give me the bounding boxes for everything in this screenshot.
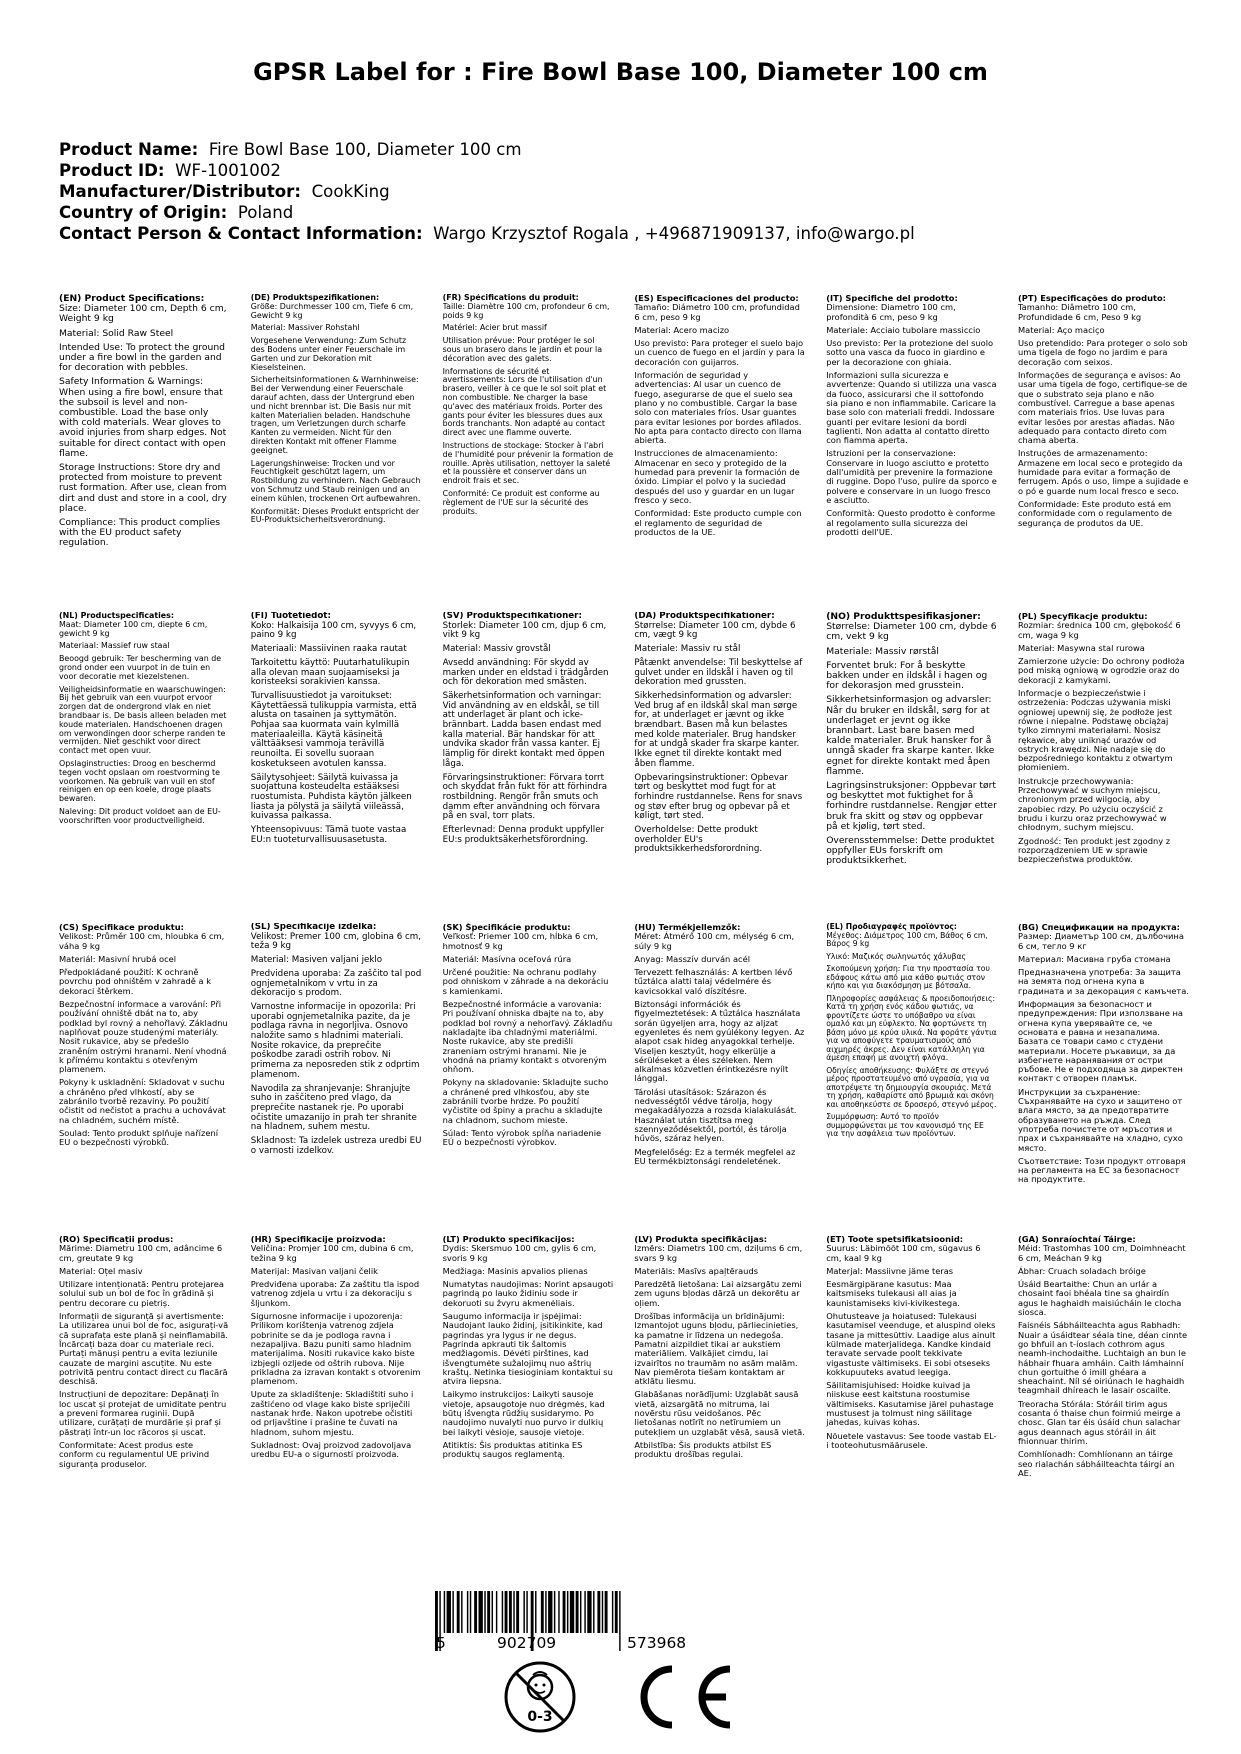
lang-heading: (IT) Specifiche del prodotto: (826, 294, 958, 303)
lang-heading: (SK) Špecifikácie produktu: (442, 923, 571, 932)
lang-paragraph: Určené použitie: Na ochranu podlahy pod ohniskom v záhrade a na dekoráciu s kamienkami. (442, 967, 609, 996)
barcode-digits-right: 573968 (627, 1634, 687, 1652)
lang-text: Méid: Trastomhas 100 cm, Doimhneacht 6 cm, Meáchan 9 kg (1017, 1243, 1186, 1263)
product-info-row (59, 223, 1189, 244)
lang-paragraph: Bezpečnostné informácie a varovania: Pri používaní ohniska dbajte na to, aby podklad bol rovný a nehorľavý. Základňu nakladajte iba chladnými materiálmi. Noste rukavice, aby ste predišli zraneniam ostrými hranami. Nie je vhodná na priamy kontakt s otvoreným ohňom. (442, 999, 613, 1075)
lang-paragraph: Beoogd gebruik: Ter bescherming van de grond onder een vuurpot in de tuin en voor decoratie met kiezelstenen. (59, 654, 222, 681)
lang-paragraph: Opbevaringsinstruktioner: Opbevar tørt og beskyttet mod fugt for at forhindre rustdannelse. Rens for snavs og støv efter brug og opbevar på et køligt, tørt sted. (634, 772, 803, 822)
lang-text: Größe: Durchmesser 100 cm, Tiefe 6 cm, Gewicht 9 kg (250, 301, 414, 320)
lang-block-no (826, 612, 997, 923)
barcode-bar (535, 1591, 536, 1633)
lang-paragraph: Materiaali: Massiivinen raaka rautat (250, 644, 407, 655)
lang-paragraph (59, 294, 230, 325)
lang-paragraph: Material: Masiven valjani jeklo (250, 955, 383, 966)
lang-paragraph: Saugumo informacija ir įspėjimai: Naudojant lauko židinį, įsitikinkite, kad pagrindas yra lygus ir ne degus. Pagrinda apkrauti tik šaltomis medžiagomis. Dėvėti pirštines, kad išvengtumėte sužalojimų nuo aštrių kraštų. Netinka tiesioginiam kontaktui su atvira liepsna. (442, 1311, 613, 1387)
lang-paragraph: Ohutusteave ja hoiatused: Tulekausi kasutamisel veenduge, et aluspind oleks tasane ja mittesüttiv. Laadige alus ainult külmade materjalidega. Kandke kindaid teravate servade poolt tekkivate vigastuste vältimiseks. Ei sobi otseseks kokkupuuteks avatud leegiga. (826, 1311, 996, 1377)
lang-paragraph: Conformitate: Acest produs este conform cu regulamentul UE privind siguranța produselor. (59, 1439, 210, 1469)
lang-paragraph: Sikkerhetsinformasjon og advarsler: Når du bruker en ildskål, sørg for at underlaget er jevnt og ikke brannbart. Last bare basen med kalde materialer. Bruk hansker for å unngå skader fra skarpe kanter. Ikke egnet for direkte kontakt med åpen flamme. (826, 694, 995, 777)
lang-heading: (BG) Спецификации на продукта: (1017, 923, 1181, 932)
lang-heading: (GA) Sonraíochtaí Táirge: (1017, 1235, 1136, 1244)
lang-block-de (251, 294, 422, 612)
lang-paragraph: Informações de segurança e avisos: Ao usar uma tigela de fogo, certifique-se de que o substrato seja plano e não combustível. Carregue a base apenas com materiais frios. Use luvas para evitar lesões por arestas afiadas. Não adequado para contacto direto com chama aberta. (1017, 370, 1188, 446)
barcode-bar (554, 1591, 555, 1633)
lang-block-sk (443, 923, 614, 1235)
barcode-bar (447, 1591, 451, 1633)
lang-block-it (826, 294, 997, 612)
lang-paragraph: Material: Solid Raw Steel (59, 327, 174, 339)
lang-paragraph: Instructions de stockage: Stocker à l'abri de l'humidité pour prévenir la formation de rouille. Après utilisation, nettoyer la saleté et la poussière et conserver dans un endroit frais et sec. (442, 440, 614, 486)
lang-paragraph: Material: Oțel masiv (59, 1265, 143, 1276)
lang-paragraph: Overensstemmelse: Dette produktet oppfyller EUs forskrift om produktsikkerhet. (826, 835, 995, 867)
barcode-bar (461, 1591, 462, 1633)
lang-text: Size: Diameter 100 cm, Depth 6 cm, Weight 9 kg (59, 303, 227, 325)
lang-paragraph (443, 1235, 614, 1263)
lang-paragraph: Atitiktis: Šis produktas atitinka ES produktų saugos reglamentą. (442, 1439, 583, 1460)
lang-paragraph: Efterlevnad: Denna produkt uppfyller EU:s produktsäkerhetsförordning. (442, 825, 605, 845)
lang-paragraph: Информация за безопасност и предупреждения: При използване на огнена купа уверявайте се, че основата е равна и незапалима. Базата се товари само с студени материали. Носете ръкавици, за да избегнете наранявания от остри ръбове. Не е подходяща за директен контакт с отворен пламък. (1017, 999, 1183, 1084)
product-info-value: Fire Bowl Base 100, Diameter 100 cm (208, 140, 522, 159)
lang-paragraph (251, 612, 422, 641)
lang-paragraph: Инструкции за съхранение: Съхранявайте на сухо и защитено от влага място, за да предотвратите образуването на ръжда. След употреба почистете от мръсотия и прах и съхранявайте на хладно, сухо място. (1017, 1086, 1183, 1153)
lang-text: Mărime: Diametru 100 cm, adâncime 6 cm, greutate 9 kg (59, 1243, 223, 1263)
barcode-bar (545, 1591, 546, 1633)
lang-paragraph: Σκοπούμενη χρήση: Για την προστασία του εδάφους κάτω από μια κάθο φωτιάς στον κήπο και για διακόσμηση με βότσαλα. (826, 964, 990, 990)
lang-paragraph: Materiál: Masívna oceľová rúra (442, 953, 572, 964)
lang-paragraph: Matériel: Acier brut massif (442, 323, 547, 333)
barcode-bar (467, 1591, 468, 1633)
barcode-bar (593, 1591, 594, 1633)
product-info-label: Product Name: (59, 140, 199, 159)
lang-paragraph: Varnostne informacije in opozorila: Pri uporabi ognjemetalnika pazite, da je podlaga ravna in negorljiva. Osnovo naložite samo s hladnimi materiali. Nosite rokavice, da preprečite poškodbe zaradi ostrih robov. Ni primerna za neposreden stik z odprtim plamenom. (250, 1001, 420, 1080)
lang-heading: (ET) Toote spetsifikatsioonid: (826, 1235, 964, 1244)
barcode-bar (580, 1591, 581, 1633)
lang-paragraph: Conformité: Ce produit est conforme au règlement de l'UE sur la sécurité des produits. (442, 488, 600, 516)
lang-block-pt (1018, 294, 1189, 612)
lang-text: Tamanho: Diâmetro 100 cm, Profundidade 6 cm, Peso 9 kg (1017, 302, 1142, 322)
lang-heading: (FI) Tuotetiedot: (250, 612, 331, 621)
product-info-value: Wargo Krzysztof Rogala , +496871909137, info@wargo.pl (433, 224, 915, 243)
lang-block-fr (443, 294, 614, 612)
lang-paragraph: Материал: Масивна груба стомана (1017, 953, 1171, 964)
lang-paragraph (826, 1235, 997, 1263)
lang-heading: (EN) Product Specifications: (59, 294, 205, 304)
svg-text:0-3: 0-3 (527, 1709, 553, 1725)
lang-block-et (826, 1235, 997, 1547)
lang-heading: (HR) Specifikacije proizvoda: (250, 1235, 386, 1244)
lang-paragraph: Conformidad: Este producto cumple con el reglamento de seguridad de productos de la UE. (634, 508, 802, 537)
product-info-value: Poland (237, 203, 294, 222)
lang-heading: (LV) Produkta specifikācijas: (634, 1235, 768, 1244)
lang-text: Dydis: Skersmuo 100 cm, gylis 6 cm, svoris 9 kg (442, 1243, 597, 1263)
lang-block-hr (251, 1235, 422, 1547)
lang-paragraph: Skladnost: Ta izdelek ustreza uredbi EU o varnosti izdelkov. (250, 1136, 422, 1156)
lang-heading: (SL) Specifikacije izdelka: (250, 923, 377, 932)
lang-paragraph: Material: Massiv grovstål (442, 644, 551, 655)
barcode-digits-left: 902709 (497, 1634, 557, 1652)
lang-block-ga (1018, 1235, 1189, 1547)
lang-paragraph (1018, 923, 1189, 951)
barcode-bar (587, 1591, 591, 1633)
lang-paragraph (251, 923, 422, 952)
product-info (59, 139, 1189, 244)
barcode-bar (576, 1591, 579, 1633)
lang-paragraph: Predvidena uporaba: Za zaščito tal pod ognjemetalnikom v vrtu in za dekoracijo s prodom. (250, 968, 422, 999)
lang-block-lt (443, 1235, 614, 1547)
lang-heading: (NL) Productspecificaties: (59, 612, 175, 620)
barcode-bar (602, 1591, 603, 1633)
lang-text: Storlek: Diameter 100 cm, djup 6 cm, vikt 9 kg (442, 620, 607, 641)
lang-paragraph: Konformität: Dieses Produkt entspricht der EU-Produktsicherheitsverordnung. (250, 506, 420, 525)
barcode-bar (570, 1591, 574, 1633)
lang-paragraph (826, 294, 997, 322)
lang-heading: (RO) Specificații produs: (59, 1235, 174, 1244)
barcode-bar (597, 1591, 600, 1633)
lang-heading: (LT) Produkto specifikacijos: (442, 1235, 575, 1244)
lang-block-lv (634, 1235, 805, 1547)
lang-paragraph (826, 612, 997, 643)
lang-paragraph: Utilisation prévue: Pour protéger le sol sous un brasero dans le jardin et pour la décoration avec des galets. (442, 336, 603, 363)
lang-paragraph: Información de seguridad y advertencias: Al usar un cuenco de fuego, asegurarse de que el suelo sea plano y no combustible. Cargar la base solo con materiales fríos. Usar guantes para evitar lesiones por bordes afilados. No apta para contacto directo con llama abierta. (634, 370, 802, 446)
lang-paragraph: Nõuetele vastavus: See toode vastab EL-i tooteohutusmäärusele. (826, 1430, 997, 1450)
lang-paragraph: Förvaringsinstruktioner: Förvara torrt och skyddat från fukt för att förhindra rostbildning. Rengör från smuts och damm efter användning och förvara på en sval, torr plats. (442, 772, 608, 822)
lang-paragraph: Naleving: Dit product voldoet aan de EU-voorschriften voor productveiligheid. (59, 806, 221, 825)
barcode-bar (526, 1591, 527, 1633)
barcode-bar (615, 1591, 618, 1633)
lang-text: Méret: Átmérő 100 cm, mélység 6 cm, súly 9 kg (634, 931, 795, 951)
barcode-bar (612, 1591, 613, 1633)
lang-paragraph: Compliance: This product complies with the EU product safety regulation. (59, 517, 221, 549)
lang-paragraph: Materjal: Massiivne jäme teras (826, 1265, 954, 1276)
lang-paragraph: Materiał: Masywna stal rurowa (1017, 642, 1145, 653)
lang-paragraph: Medžiaga: Masinis apvalios plienas (442, 1265, 588, 1276)
lang-paragraph: Materijal: Masivan valjani čelik (250, 1265, 378, 1276)
age-warning-0-3-icon (506, 1663, 574, 1731)
page-title: GPSR Label for : Fire Bowl Base 100, Diameter 100 cm (253, 58, 988, 86)
lang-paragraph: Intended Use: To protect the ground under a fire bowl in the garden and for decoration with pebbles. (59, 341, 225, 374)
lang-paragraph: Drošības informācija un brīdinājumi: Izmantojot uguns bļodu, pārliecinieties, ka pamatne ir līdzena un nedegoša. Pamatni aizpildiet tikai ar aukstiem materiāliem. Valkājiet cimdu, lai izvairītos no traumām no asām malām. Nav piemērota tiešam kontaktam ar atklātu liesmu. (634, 1311, 799, 1387)
product-info-row (59, 139, 1189, 160)
lang-paragraph: Συμμόρφωση: Αυτό το προϊόν συμμορφώνεται με τον κανονισμό της ΕΕ για την ασφάλεια των προϊόντων. (826, 1112, 984, 1138)
barcode-bar (548, 1591, 552, 1633)
lang-paragraph: Materiale: Acciaio tubolare massiccio (826, 324, 981, 335)
lang-text: Veľkosť: Priemer 100 cm, hĺbka 6 cm, hmotnosť 9 kg (442, 931, 599, 951)
lang-paragraph: Οδηγίες αποθήκευσης: Φυλάξτε σε στεγνό μέρος προστατευμένο από υγρασία, για να αποτρέψετε τη δημιουργία σκουριάς. Μετά τη χρήση, καθαρίστε από βρωμιά και σκόνη και αποθηκεύστε σε δροσερό, στεγνό μέρος. (826, 1065, 997, 1109)
barcode-bar (496, 1591, 497, 1633)
lang-paragraph: Съответствие: Този продукт отговаря на регламента на ЕС за безопасност на продуктите. (1017, 1155, 1186, 1185)
lang-paragraph (59, 612, 230, 638)
lang-text: Størrelse: Diameter 100 cm, dybde 6 cm, vægt 9 kg (634, 620, 796, 641)
lang-paragraph: Conformità: Questo prodotto è conforme al regolamento sulla sicurezza dei prodotti dell'UE. (826, 508, 996, 537)
product-info-row (59, 160, 1189, 181)
lang-heading: (ES) Especificaciones del producto: (634, 294, 799, 303)
lang-paragraph: Zamierzone użycie: Do ochrony podłoża pod miską ogniową w ogrodzie oraz do dekoracji z kamykami. (1017, 656, 1185, 685)
lang-paragraph: Πληροφορίες ασφάλειας & προειδοποιήσεις: Κατά τη χρήση ενός κάδου φωτιάς, να φροντίζετε ώστε το υπόβαθρο να είναι ομαλό και μη εύφλεκτο. Να φορτώνετε τη βάση μόνο με κρύα υλικά. Να φοράτε γάντια για να αποφύγετε τραυματισμούς από αιχμηρές άκρες. Δεν είναι κατάλληλη για άμεση επαφή με ανοιχτή φλόγα. (826, 993, 997, 1062)
barcode-bar (444, 1591, 445, 1633)
lang-paragraph: Uso pretendido: Para proteger o solo sob uma tigela de fogo no jardim e para decoração com seixos. (1017, 338, 1188, 367)
lang-paragraph: Säilitamisjuhised: Hoidke kuivad ja niiskuse eest kaitstuna roostumise vältimiseks. Kasutamise järel puhastage mustusest ja tolmust ning säilitage jahedas, kuivas kohas. (826, 1380, 994, 1428)
lang-paragraph: Úsáid Beartaithe: Chun an urlár a chosaint faoi bhéala tine sa ghairdín agus le haghaidh maisiúcháin le clocha siosca. (1017, 1279, 1182, 1318)
lang-paragraph: Material: Acero macizo (634, 324, 730, 335)
lang-paragraph: Storage Instructions: Store dry and protected from moisture to prevent rust formation. After use, clean from dirt and dust and store in a cool, dry place. (59, 462, 227, 514)
product-info-label: Product ID: (59, 161, 165, 180)
lang-paragraph: Informations de sécurité et avertissements: Lors de l'utilisation d'un brasero, veiller à ce que le sol soit plat et non combustible. Ne charger la base qu'avec des matériaux froids. Porter des gants pour éviter les blessures dues aux bords tranchants. Non adapté au contact direct avec une flamme ouverte. (442, 366, 607, 438)
lang-paragraph: Eesmärgipärane kasutus: Maa kaitsmiseks tulekausi all aias ja kaunistamiseks kivi-kivikestega. (826, 1279, 960, 1308)
lang-paragraph: Conformidade: Este produto está em conformidade com o regulamento de segurança de produtos da UE. (1017, 498, 1172, 528)
lang-paragraph: Faisnéis Sábháilteachta agus Rabhadh: Nuair a úsáidtear séala tine, déan cinnte go bhfuil an t-íoslach cothrom agus neamh-inchodaithe. Luchtaigh an bun le hábhair fhuara amháin. Caith lámhainní chun gortuithe ó imill ghéara a sheachaint. Níl sé oiriúnach le haghaidh teagmhail dhíreach le lasair oscailte. (1017, 1320, 1188, 1396)
lang-paragraph: Pokyny na skladovanie: Skladujte sucho a chránené pred vlhkosťou, aby ste zabránili tvorbe hrdze. Po použití vyčistite od špiny a prachu a skladujte na chladnom, suchom mieste. (442, 1077, 609, 1125)
lang-text: Размер: Диаметър 100 см, дълбочина 6 см, тегло 9 кг (1017, 931, 1184, 951)
product-info-row (59, 181, 1189, 202)
lang-paragraph (826, 923, 997, 949)
lang-paragraph: Navodila za shranjevanje: Shranjujte suho in zaščiteno pred vlago, da preprečite nastanek rje. Po uporabi očistite umazanijo in prah ter shranite na hladnem, suhem mestu. (250, 1083, 417, 1133)
lang-paragraph: Comhlíonadh: Comhlíonann an táirge seo rialachán sábháilteachta táirgí an AE. (1017, 1449, 1175, 1478)
lang-paragraph (1018, 294, 1189, 322)
lang-block-ro (59, 1235, 230, 1547)
barcode-bar (541, 1591, 544, 1633)
lang-paragraph: Numatytas naudojimas: Norint apsaugoti pagrindą po lauko židiniu sode ir dekoruoti su žvyru akmenėliais. (442, 1279, 614, 1308)
lang-text: Izmērs: Diametrs 100 cm, dziļums 6 cm, svars 9 kg (634, 1243, 803, 1263)
lang-paragraph: Tárolási utasítások: Szárazon és nedvességtől védve tárolja, hogy megakadályozza a rozsda kialakulását. Használat után tisztítsa meg szennyeződésektől, portól, és tárolja hűvös, száraz helyen. (634, 1086, 797, 1144)
lang-paragraph: Vorgesehene Verwendung: Zum Schutz des Bodens unter einer Feuerschale im Garten und zur Dekoration mit Kieselsteinen. (250, 336, 407, 372)
lang-paragraph: Utilizare intenționată: Pentru protejarea solului sub un bol de foc în grădină și pentru decorare cu pietriș. (59, 1279, 224, 1308)
lang-paragraph: Avsedd användning: För skydd av marken under en eldstad i trädgården och för dekoration med småsten. (442, 657, 609, 688)
lang-paragraph: Instrucciones de almacenamiento: Almacenar en seco y protegido de la humedad para prevenir la formación de óxido. Limpiar el polvo y la suciedad después del uso y guardar en un lugar fresco y seco. (634, 448, 800, 505)
barcode-bar (505, 1591, 508, 1633)
safety-icons (500, 1657, 760, 1737)
lang-text: Μέγεθος: Διάμετρος 100 cm, Βάθος 6 cm, Βάρος 9 kg (826, 930, 988, 948)
barcode-bar (558, 1591, 559, 1633)
lang-paragraph (443, 923, 614, 951)
lang-paragraph: Istruzioni per la conservazione: Conservare in luogo asciutto e protetto dall'umidità per prevenire la formazione di ruggine. Dopo l'uso, pulire da sporco e polvere e conservare in un luogo fresco e asciutto. (826, 448, 997, 505)
lang-paragraph: Veiligheidsinformatie en waarschuwingen: Bij het gebruik van een vuurpot ervoor zorgen dat de ondergrond vlak en niet brandbaar is. De basis alleen beladen met koude materialen. Handschoenen dragen om verwondingen door scherpe randen te vermijden. Niet geschikt voor direct contact met open vuur. (59, 684, 227, 756)
lang-heading: (DA) Produktspecifikationer: (634, 612, 775, 621)
lang-block-da (634, 612, 805, 923)
lang-paragraph: Paredzētā lietošana: Lai aizsargātu zemi zem uguns bļodas dārzā un dekorētu ar oļiem. (634, 1279, 802, 1308)
product-info-label: Contact Person & Contact Information: (59, 224, 423, 243)
lang-paragraph: Säilytysohjeet: Säilytä kuivassa ja suojattuna kosteudelta estääksesi ruostumista. Puhdista käytön jälkeen liasta ja pölystä ja säilytä viileässä, kuivassa paikassa. (250, 772, 412, 822)
lang-paragraph: Pokyny k uskladnění: Skladovat v suchu a chráněno před vlhkostí, aby se zabránilo tvorbě rezaviny. Po použití očistit od nečistot a prachu a uchovávat na chladném, suchém místě. (59, 1077, 226, 1125)
lang-paragraph: Materiale: Massiv rørstål (826, 645, 939, 657)
lang-block-es (634, 294, 805, 612)
barcode-bar (567, 1591, 568, 1633)
lang-block-hu (634, 923, 805, 1235)
lang-paragraph: Biztonsági információk és figyelmeztetések: A tűztálca használata során ügyeljen arra, hogy az aljzat egyenletes és nem gyúlékony legyen. Az alapot csak hideg anyagokkal terhelje. Viseljen kesztyűt, hogy elkerülje a sérüléseket a éles széleken. Nem alkalmas közvetlen érintkezésre nyílt lánggal. (634, 999, 805, 1084)
lang-paragraph: Zgodność: Ten produkt jest zgodny z rozporządzeniem UE w sprawie bezpieczeństwa produktów. (1017, 835, 1171, 865)
lang-paragraph: Instrukcje przechowywania: Przechowywać w suchym miejscu, chronionym przed wilgocią, aby zapobiec rdzy. Po użyciu oczyścić z brudu i kurzu oraz przechowywać w chłodnym, suchym miejscu. (1017, 775, 1167, 833)
lang-paragraph: Materiale: Massiv ru stål (634, 644, 741, 655)
lang-heading: (SV) Produktspecifikationer: (442, 612, 582, 621)
ce-mark-icon (644, 1669, 730, 1725)
barcode-bar (502, 1591, 503, 1633)
lang-paragraph: Ábhar: Cruach soladach bróige (1017, 1265, 1146, 1276)
lang-heading: (NO) Produkttspesifikasjoner: (826, 612, 981, 622)
lang-paragraph: Turvallisuustiedot ja varoitukset: Käytettäessä tulikuppia varmista, että alusta on tasainen ja syttymätön. Pohjaa saa kuormata vain kylmillä materiaaleilla. Käytä käsineitä välttääksesi vammoja terävillä reunoilta. Ei sovellu suoraan kosketukseen avotulen kanssa. (250, 690, 417, 769)
lang-paragraph: Materiaal: Massief ruw staal (59, 641, 170, 651)
lang-paragraph: Informazioni sulla sicurezza e avvertenze: Quando si utilizza una vasca da fuoco, assicurarsi che il sottofondo sia piano e non infiammabile. Caricare la base solo con materiali freddi. Indossare guanti per evitare lesioni da bordi taglienti. Non adatta al contatto diretto con fiamma aperta. (826, 370, 997, 446)
lang-paragraph: Předpokládané použití: K ochraně povrchu pod ohništěm v zahradě a k dekoraci štěrkem. (59, 967, 212, 996)
lang-paragraph (1018, 1235, 1189, 1263)
barcode-bar (513, 1591, 514, 1633)
barcode-bar (619, 1591, 620, 1651)
barcode-bar (457, 1591, 460, 1633)
lang-heading: (PT) Especificações do produto: (1017, 294, 1166, 303)
lang-paragraph (251, 294, 422, 320)
lang-paragraph: Soulad: Tento produkt splňuje nařízení EU o bezpečnosti výrobků. (59, 1127, 219, 1148)
lang-paragraph (634, 1235, 805, 1263)
lang-text: Koko: Halkaisija 100 cm, syvyys 6 cm, paino 9 kg (250, 620, 417, 641)
lang-text: Maat: Diameter 100 cm, diepte 6 cm, gewicht 9 kg (59, 619, 208, 638)
lang-paragraph (634, 923, 805, 951)
lang-paragraph (59, 923, 230, 951)
lang-paragraph: Forventet bruk: For å beskytte bakken under en ildskål i hagen og for dekorasjon med grusstein. (826, 659, 988, 692)
lang-paragraph: Lagerungshinweise: Trocken und vor Feuchtigkeit geschützt lagern, um Rostbildung zu verhindern. Nach Gebrauch von Schmutz und Staub reinigen und an einem kühlen, trockenen Ort aufbewahren. (250, 458, 421, 503)
lang-paragraph (59, 1235, 230, 1263)
barcode-bar (492, 1591, 493, 1633)
lang-paragraph: Laikymo instrukcijos: Laikyti sausoje vietoje, apsaugotoje nuo drėgmės, kad būtų išvengta rūdžių susidarymo. Po naudojimo nuvalyti nuo purvo ir dulkių bei laikyti vėsioje, sausoje vietoje. (442, 1389, 605, 1437)
barcode-bar (470, 1591, 471, 1633)
lang-heading: (FR) Spécifications du produit: (442, 294, 579, 302)
lang-paragraph: Uso previsto: Per la protezione del suolo sotto una vasca da fuoco in giardino e per la decorazione con ghiaia. (826, 338, 994, 367)
lang-block-el (826, 923, 997, 1235)
lang-block-en (59, 294, 230, 612)
barcode-bar (487, 1591, 490, 1633)
lang-block-cs (59, 923, 230, 1235)
lang-paragraph: Lagringsinstruksjoner: Oppbevar tørt og beskyttet mot fuktighet for å forhindre rustdannelse. Rengjør etter bruk fra skitt og støv og oppbevar på et kjølig, tørt sted. (826, 780, 997, 832)
lang-text: Veličina: Promjer 100 cm, dubina 6 cm, težina 9 kg (250, 1243, 414, 1263)
lang-block-pl (1018, 612, 1189, 923)
lang-paragraph: Instruções de armazenamento: Armazene em local seco e protegido da humidade para evitar a formação de ferrugem. Após o uso, limpe a sujidade e o pó e guarde num local fresco e seco. (1017, 448, 1189, 496)
lang-paragraph (634, 294, 805, 322)
lang-heading: (EL) Προδιαγραφές προϊόντος: (826, 923, 957, 931)
language-specifications (59, 294, 1189, 1547)
lang-paragraph: Sikkerhedsinformation og advarsler: Ved brug af en ildskål skal man sørge for, at underlaget er jævnt og ikke brændbart. Basen må kun belastes med kolde materialer. Brug handsker for at undgå skader fra skarpe kanter. Ikke egnet til direkte kontakt med åben flamme. (634, 690, 800, 769)
lang-text: Dimensione: Diametro 100 cm, profondità 6 cm, peso 9 kg (826, 302, 956, 322)
lang-paragraph: Uso previsto: Para proteger el suelo bajo un cuenco de fuego en el jardín y para la decoración con guijarros. (634, 338, 805, 367)
lang-paragraph: Anyag: Masszív durván acél (634, 953, 750, 964)
lang-paragraph (1018, 612, 1189, 640)
barcode-bars (435, 1591, 735, 1651)
lang-paragraph: Bezpečnostní informace a varování: Při používání ohniště dbát na to, aby podklad byl rovný a nehořlavý. Základnu naplňovat pouze studenými materiály. Nosit rukavice, aby se předešlo zraněním ostrými hranami. Není vhodná k přímému kontaktu s otevřeným plamenem. (59, 999, 228, 1075)
lang-heading: (PL) Specyfikacje produktu: (1017, 612, 1148, 621)
barcode-bar (484, 1591, 485, 1633)
lang-paragraph: Sicherheitsinformationen & Warnhinweise: Bei der Verwendung einer Feuerschale darauf achten, dass der Untergrund eben und nicht brennbar ist. Die Basis nur mit kalten Materialien beladen. Handschuhe tragen, um Verletzungen durch scharfe Kanten zu vermeiden. Nicht für den direkten Kontakt mit offener Flamme geeignet. (250, 375, 419, 455)
lang-paragraph: Instrucțiuni de depozitare: Depănați în loc uscat și protejat de umiditate pentru a preveni formarea ruginii. După utilizare, curățați de murdărie și praf și păstrați într-un loc răcoros și uscat. (59, 1389, 227, 1437)
lang-paragraph: Predviđena uporaba: Za zaštitu tla ispod vatrenog zdjela u vrtu i za dekoraciju s šljunkom. (250, 1279, 420, 1308)
barcode (435, 1591, 735, 1651)
lang-paragraph: Materiāls: Masīvs apaļtērauds (634, 1265, 759, 1276)
lang-paragraph: Tarkoitettu käyttö: Puutarhatulikupin alla olevan maan suojaamiseksi ja koristeeksi sorakivien kanssa. (250, 657, 410, 688)
lang-paragraph: Material: Massiver Rohstahl (250, 323, 360, 333)
lang-paragraph: Påtænkt anvendelse: Til beskyttelse af gulvet under en ildskål i haven og til dekoration med grussten. (634, 657, 803, 688)
lang-paragraph: Overholdelse: Dette produkt overholder EU's produktsikkerhedsforordning. (634, 825, 763, 855)
lang-paragraph: Atbilstība: Šis produkts atbilst ES produktu drošības regulai. (634, 1439, 772, 1460)
lang-text: Taille: Diamètre 100 cm, profondeur 6 cm, poids 9 kg (442, 301, 610, 320)
lang-paragraph: Glabāšanas norādījumi: Uzglabāt sausā vietā, aizsargātā no mitruma, lai novērstu rūsu veidošanos. Pēc lietošanas notīrīt no netīrumiem un putekļiem un uzglabāt vēsā, sausā vietā. (634, 1389, 805, 1437)
barcode-bar (509, 1591, 512, 1633)
barcode-digit-first: 5 (436, 1634, 446, 1652)
barcode-bar (479, 1591, 483, 1633)
lang-text: Velikost: Průměr 100 cm, hloubka 6 cm, váha 9 kg (59, 931, 225, 951)
lang-paragraph: Súlad: Tento výrobok spĺňa nariadenie EÚ o bezpečnosti výrobkov. (442, 1127, 602, 1148)
lang-heading: (HU) Termékjellemzők: (634, 923, 741, 932)
lang-paragraph: Materiál: Masivní hrubá ocel (59, 953, 177, 964)
lang-paragraph: Säkerhetsinformation och varningar: Vid användning av en eldskål, se till att underlaget är plant och icke-brännbart. Ladda basen endast med kalla material. Bär handskar för att undvika skador från vassa kanter. Ej lämplig för direkt kontakt med öppen låga. (442, 690, 605, 769)
lang-text: Velikost: Premer 100 cm, globina 6 cm, teža 9 kg (250, 931, 422, 952)
lang-block-sl (251, 923, 422, 1235)
lang-text: Størrelse: Diameter 100 cm, dybde 6 cm, vekt 9 kg (826, 621, 997, 643)
lang-paragraph: Предназначена употреба: За защита на земята под огнена купа в градината и за декорация с камъчета. (1017, 967, 1189, 996)
lang-paragraph: Material: Aço maciço (1017, 324, 1105, 335)
lang-paragraph (443, 612, 614, 641)
lang-text: Rozmiar: średnica 100 cm, głębokość 6 cm, waga 9 kg (1017, 620, 1181, 640)
barcode-bar (584, 1591, 585, 1633)
lang-paragraph: Opslaginstructies: Droog en beschermd tegen vocht opslaan om roestvorming te voorkomen. Na gebruik van vuil en stof reinigen en op een koele, droge plaats bewaren. (59, 758, 221, 804)
barcode-bar (563, 1591, 566, 1633)
lang-paragraph: Upute za skladištenje: Skladištiti suho i zaštićeno od vlage kako biste spriječili nastanak hrđe. Nakon upotrebe očistiti od prljavštine i prašine te čuvati na hladnom, suhom mjestu. (250, 1389, 414, 1437)
lang-heading: (CS) Specifikace produktu: (59, 923, 184, 932)
lang-paragraph: Sigurnosne informacije i upozorenja: Prilikom korištenja vatrenog zdjela pobrinite se da je podloga ravna i nezapaljiva. Bazu puniti samo hladnim materijalima. Nositi rukavice kako biste izbjegli ozljede od oštrih rubova. Nije prikladna za izravan kontakt s otvorenim plamenom. (250, 1311, 421, 1387)
barcode-bar (516, 1591, 519, 1633)
lang-paragraph: Υλικό: Μαζικός σωληνωτός χάλυβας (826, 951, 966, 961)
lang-paragraph: Treoracha Stórála: Stóráil tirim agus cosanta ó thaise chun foirmiú meirge a chosc. Glan tar éis úsáid chun salachar agus deannach agus stóráil in áit fhionnuar thirim. (1017, 1398, 1181, 1446)
barcode-bar (605, 1591, 608, 1633)
product-info-value: WF-1001002 (175, 161, 281, 180)
lang-block-fi (251, 612, 422, 923)
product-info-row (59, 202, 1189, 223)
lang-paragraph (634, 612, 805, 641)
lang-heading: (DE) Produktspezifikationen: (250, 294, 380, 302)
product-info-value: CookKing (311, 182, 390, 201)
lang-block-sv (443, 612, 614, 923)
lang-paragraph: Sukladnost: Ovaj proizvod zadovoljava uredbu EU-a o sigurnosti proizvoda. (250, 1439, 412, 1460)
barcode-bar (452, 1591, 453, 1633)
lang-paragraph (251, 1235, 422, 1263)
lang-paragraph: Tervezett felhasználás: A kertben lévő tűztálca alatti talaj védelmére és kavicsokkal való díszítésre. (634, 967, 793, 996)
product-info-label: Manufacturer/Distributor: (59, 182, 302, 201)
lang-block-bg (1018, 923, 1189, 1235)
barcode-bar (523, 1591, 524, 1633)
lang-paragraph: Informacje o bezpieczeństwie i ostrzeżenia: Podczas używania miski ogniowej upewnij się, że podłoże jest równe i niepalne. Podstawę obciążaj tylko zimnymi materiałami. Nosisz rękawice, aby uniknąć urazów od ostrych krawędzi. Nie nadaje się do bezpośredniego kontaktu z otwartym płomieniem. (1017, 688, 1173, 773)
product-info-label: Country of Origin: (59, 203, 228, 222)
lang-text: Suurus: Läbimõõt 100 cm, sügavus 6 cm, kaal 9 kg (826, 1243, 981, 1263)
lang-paragraph: Safety Information & Warnings: When using a fire bowl, ensure that the subsoil is level and non-combustible. Load the base only with cold materials. Wear gloves to avoid injuries from sharp edges. Not suitable for direct contact with open flame. (59, 376, 227, 459)
barcode-bar (474, 1591, 477, 1633)
lang-paragraph (443, 294, 614, 320)
lang-block-nl (59, 612, 230, 923)
lang-paragraph: Megfelelőség: Ez a termék megfelel az EU termékbiztonsági rendeletének. (634, 1146, 796, 1166)
lang-paragraph: Yhteensopivuus: Tämä tuote vastaa EU:n tuoteturvallisuusasetusta. (250, 825, 407, 845)
lang-paragraph: Informații de siguranță și avertismente: La utilizarea unui bol de foc, asigurați-vă că suprafața este plană și neinflamabilă. Încărcați baza doar cu materiale reci. Purtați mănuși pentru a evita leziunile cauzate de margini ascuțite. Nu este potrivită pentru contact direct cu flacără deschisă. (59, 1311, 229, 1387)
lang-text: Tamaño: Diámetro 100 cm, profundidad 6 cm, peso 9 kg (634, 302, 800, 322)
